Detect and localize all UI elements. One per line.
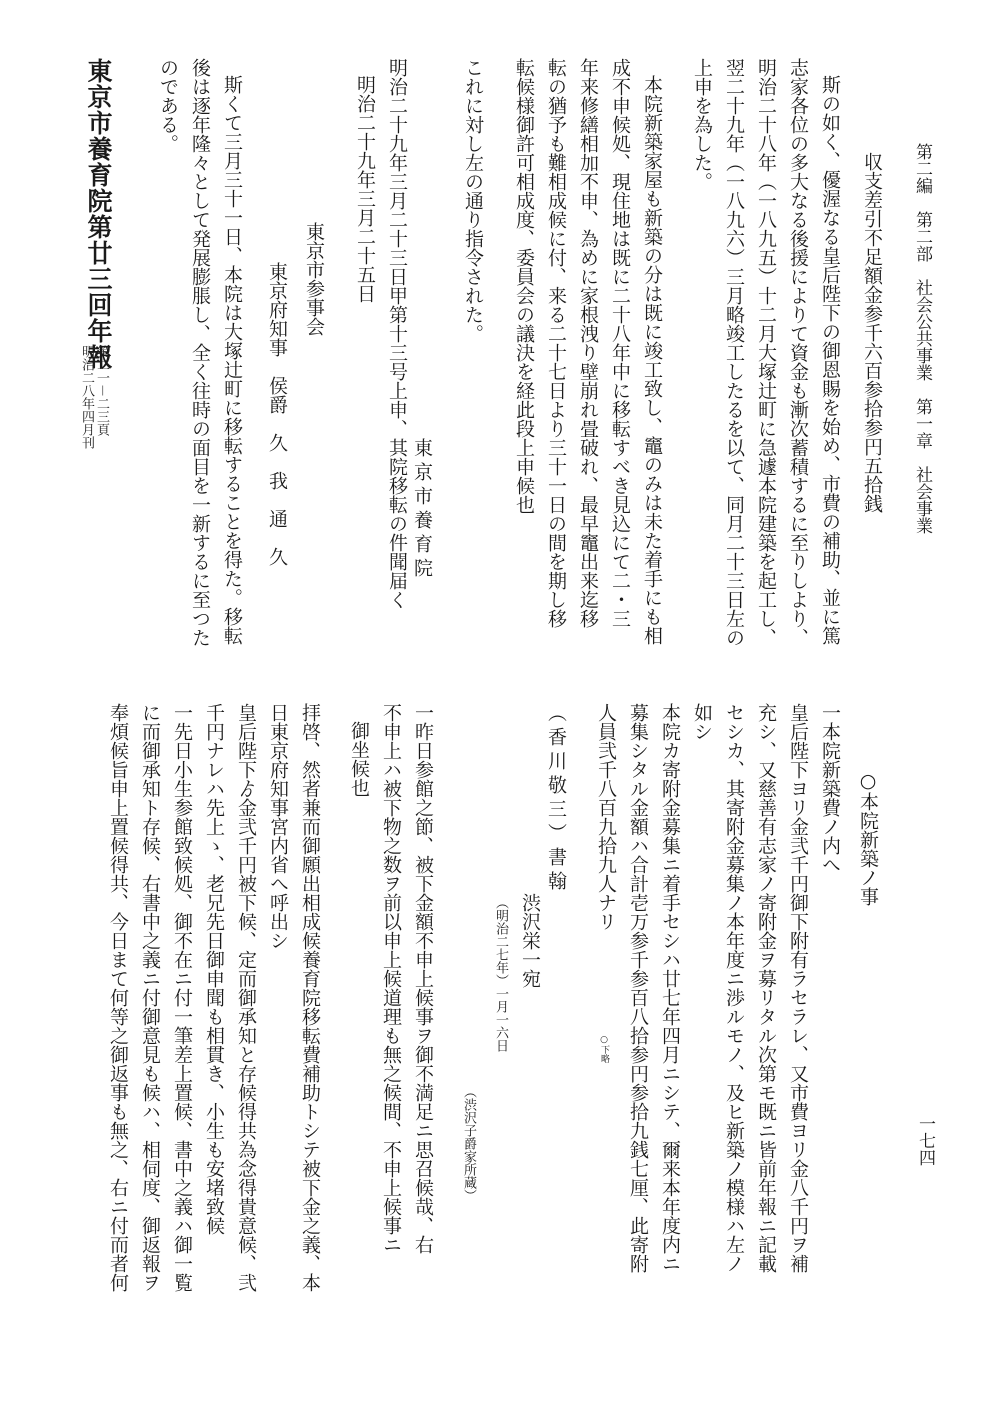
lower-line: 皇后陛下ヨリ金弐千円御下附有ラセラレ、又市費ヨリ金八千円ヲ補 xyxy=(787,703,809,1273)
closing-line: のである。 xyxy=(157,58,179,153)
quoted-line: 転候様御許可相成度、委員会の議決を経此段上申候也 xyxy=(513,58,535,514)
closing-line: 斯くて三月三十一日、本院は大塚辻町に移転することを得た。移転 xyxy=(221,75,243,645)
upper-line: これに対し左の通り指令された。 xyxy=(462,58,484,343)
letter-line: 奉煩候旨申上置候得共、今日まて何等之御返事も無之、右ニ付而者何 xyxy=(107,703,129,1292)
quoted-line: 成不申候処、現住地は既に二十八年中に移転すべき見込にて二・三 xyxy=(609,58,631,628)
letter-line: に而御承知ト存候、右書中之義ニ付御意見も候ハ、相伺度、御返報ヲ xyxy=(139,703,161,1292)
order-line: 明治二十九年三月二十三日甲第十三号上申、其院移転の件聞届く xyxy=(386,58,408,609)
upper-line: 翌二十九年（一八九六）三月略竣工したるを以て、同月二十三日左の xyxy=(723,58,745,647)
sender: 東京市養育院 xyxy=(411,438,433,582)
letter-line: 皇后陛下ゟ金弐千円被下候、定而御承知と存候得共為念得貴意候、弐 xyxy=(235,703,257,1292)
closing-line: 後は逐年隆々として発展膨脹し、全く往時の面目を一新するに至つた xyxy=(189,58,211,647)
letter-line: 御坐候也 xyxy=(348,721,370,797)
letter-line: 千円ナレハ先上ゝ、老兄先日御申聞も相貫き、小生も安堵致候 xyxy=(203,703,225,1235)
letter-date: （明治二七年）一月一六日 xyxy=(493,896,508,1052)
upper-heading: 収支差引不足額金参千六百参拾参円五拾銭 xyxy=(861,152,883,513)
upper-line: 志家各位の多大なる後援によりて資金も漸次蓄積するに至りしより、 xyxy=(787,58,809,647)
lower-line: 充シ、又慈善有志家ノ寄附金ヲ募リタル次第モ既ニ皆前年報ニ記載 xyxy=(755,703,777,1273)
lower-line: セシカ、其寄附金募集ノ本年度ニ渉ルモノ、及ヒ新築ノ模様ハ左ノ xyxy=(723,703,745,1273)
lower-heading: ○本院新築ノ事 xyxy=(857,770,879,906)
lower-line: 本院カ寄附金募集ニ着手セシハ廿七年四月ニシテ、爾来本年度内ニ xyxy=(659,703,681,1273)
lower-line: 人員弐千八百九拾九人ナリ xyxy=(595,703,617,931)
running-head: 第二編 第二部 社会公共事業 第一章 社会事業 xyxy=(912,143,932,534)
letter-source: （渋沢子爵家所蔵） xyxy=(461,1085,476,1202)
quoted-line: 年来修繕相加不申、為めに家根洩り壁崩れ畳破れ、最早竈出来迄移 xyxy=(577,58,599,628)
quoted-line: 本院新築家屋も新築の分は既に竣工致し、竈のみは未た着手にも相 xyxy=(641,75,663,645)
letter-line: 一昨日参館之節、被下金額不申上候事ヲ御不満足ニ思召候哉、右 xyxy=(412,703,434,1254)
page-number: 一七四 xyxy=(915,1115,935,1166)
source-title: 東京市養育院第廿三回年報 xyxy=(84,58,113,370)
issuer: 東京府知事 侯爵 久 我 通 久 xyxy=(266,262,288,566)
source-note: 明治二八年四月刊 xyxy=(79,345,94,449)
lower-line: 募集シタル金額ハ合計壱万参千参百八拾参円参拾九銭七厘、此寄附 xyxy=(627,703,649,1273)
quoted-line: 転の猶予も難相成候に付、来る二十七日より三十一日の間を期し移 xyxy=(545,58,567,628)
upper-line: 上申を為した。 xyxy=(691,58,713,191)
upper-line: 明治二十八年（一八九五）十二月大塚辻町に急遽本院建築を起工し、 xyxy=(755,58,777,647)
letter-line: 不申上ハ被下物之数ヲ前以申上候道理も無之候間、不申上候事ニ xyxy=(380,703,402,1254)
issuer: 東京市参事会 xyxy=(303,222,325,336)
letter-line: 日東京府知事宮内省へ呼出シ xyxy=(267,703,289,950)
order-date: 明治二十九年三月二十五日 xyxy=(354,75,376,303)
upper-line: 斯の如く、優渥なる皇后陛下の御恩賜を始め、市費の補助、並に篤 xyxy=(819,75,841,645)
letter-line: 拝啓、然者兼而御願出相成候養育院移転費補助トシテ被下金之義、本 xyxy=(299,703,321,1292)
lower-line: 一本院新築費ノ内へ xyxy=(819,703,841,874)
lower-line: 如シ xyxy=(691,703,713,741)
letter-author: （香川敬三）書翰 xyxy=(545,703,567,895)
source-note: 第二一－二三頁 xyxy=(94,345,109,437)
letter-recipient: 渋沢栄一宛 xyxy=(519,893,541,988)
omission-note: ○下略 xyxy=(599,1035,609,1063)
letter-line: 一先日小生参館致候処、御不在ニ付一筆差上置候、書中之義ハ御一覧 xyxy=(171,703,193,1292)
